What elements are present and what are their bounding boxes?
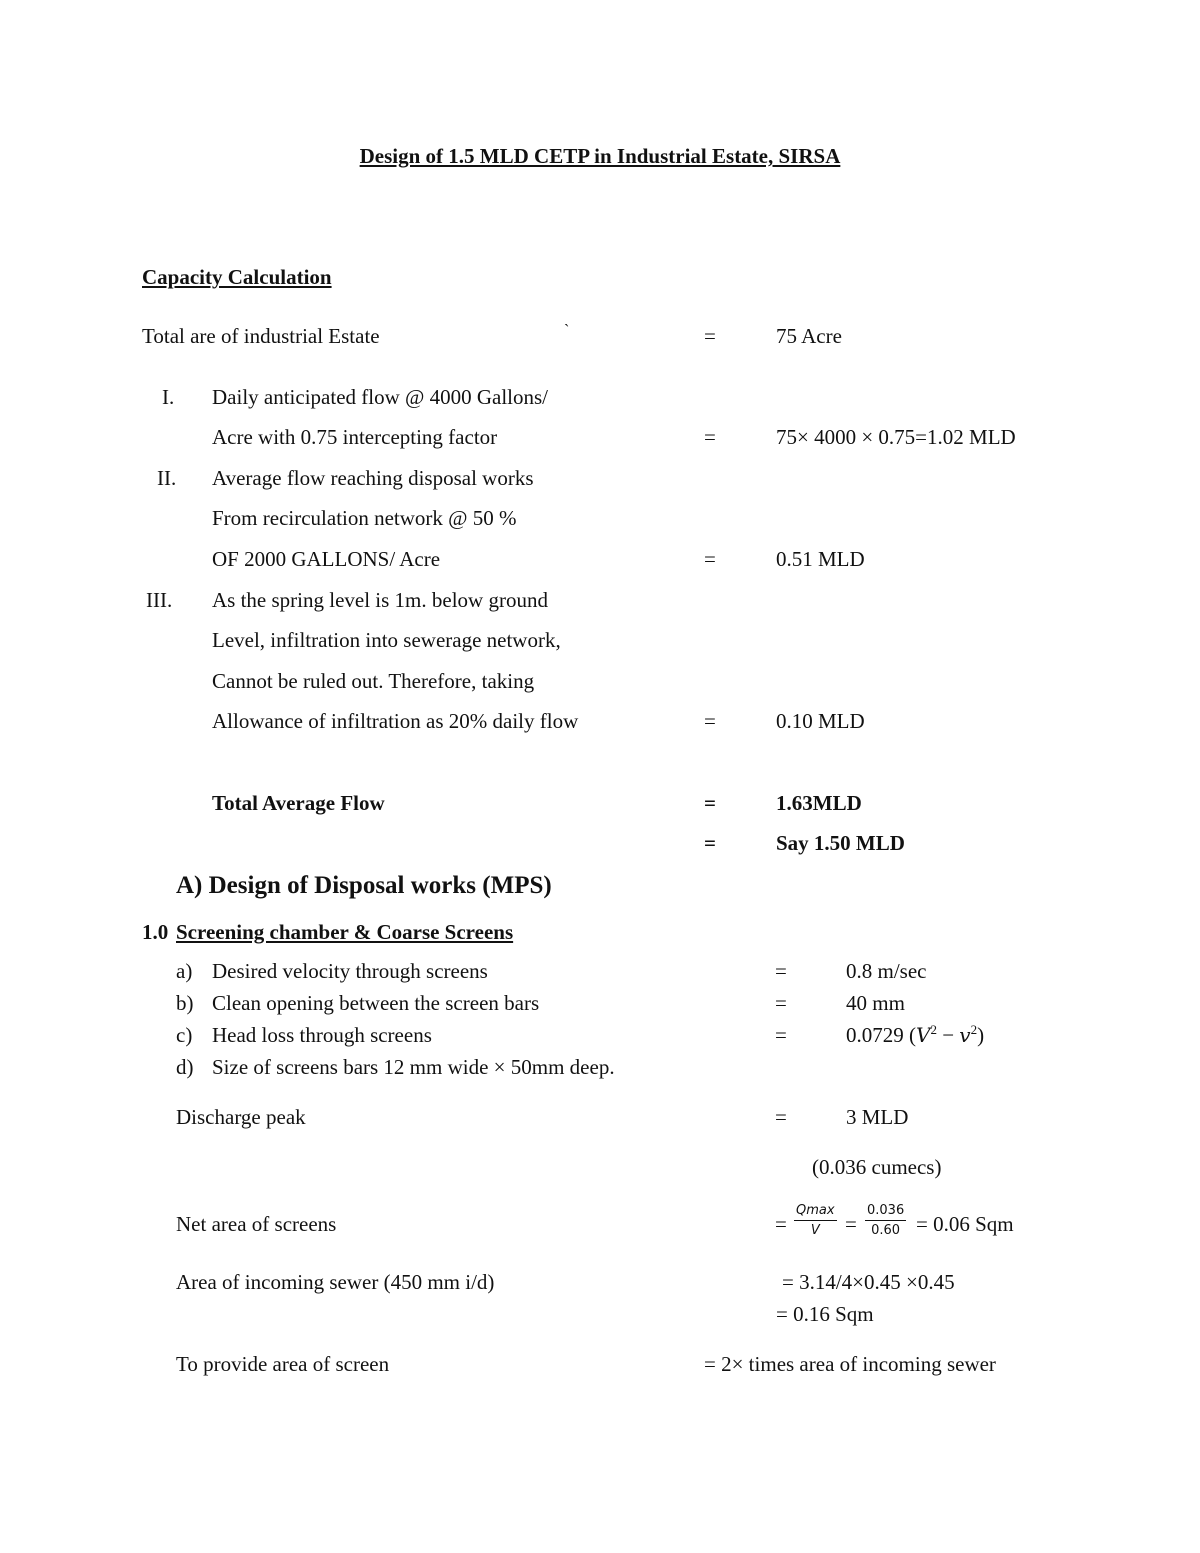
stray-mark: ` (564, 322, 570, 339)
item-letter: a) (176, 959, 193, 983)
equals-sign: = (704, 831, 716, 855)
equals-sign: = (775, 1023, 787, 1047)
item-text: Clean opening between the screen bars (212, 991, 540, 1015)
subsection-heading: Screening chamber & Coarse Screens (176, 920, 514, 944)
item-numeral: I. (162, 385, 175, 409)
discharge-label: Discharge peak (176, 1105, 306, 1129)
item-line: Cannot be ruled out. Therefore, taking (212, 669, 535, 693)
item-line: From recirculation network @ 50 % (212, 506, 517, 530)
net-area-result: = 0.06 Sqm (916, 1212, 1014, 1236)
item-numeral: III. (146, 588, 173, 612)
item-text: Size of screens bars 12 mm wide × 50mm deep. (212, 1055, 615, 1079)
provide-area-label: To provide area of screen (176, 1352, 390, 1376)
incoming-sewer-label: Area of incoming sewer (450 mm i/d) (176, 1270, 495, 1294)
item-line: Level, infiltration into sewerage network, (212, 628, 561, 652)
item-line: Acre with 0.75 intercepting factor (212, 425, 498, 449)
provide-area-value: = 2× times area of incoming sewer (704, 1352, 996, 1376)
total-area-label: Total are of industrial Estate (142, 324, 380, 348)
total-label: Total Average Flow (212, 791, 385, 815)
equals-sign: = (704, 324, 716, 348)
item-value: 75× 4000 × 0.75=1.02 MLD (776, 425, 1016, 449)
discharge-value: 3 MLD (846, 1105, 909, 1129)
page-title: Design of 1.5 MLD CETP in Industrial Estate, SIRSA (359, 144, 841, 168)
item-text: Head loss through screens (212, 1023, 432, 1047)
equals-sign: = (704, 709, 716, 733)
item-letter: b) (176, 991, 194, 1015)
total-area-value: 75 Acre (776, 324, 842, 348)
equals-sign: = (704, 425, 716, 449)
discharge-cumecs: (0.036 cumecs) (812, 1155, 942, 1179)
section-a-heading: A) Design of Disposal works (MPS) (176, 872, 552, 899)
item-letter: c) (176, 1023, 193, 1047)
head-loss-formula: 0.0729 $(V^2 - v^2)$ (846, 1022, 985, 1047)
equals-sign: = (704, 547, 716, 571)
net-area-fraction-symbolic: Qmax V (796, 1203, 835, 1238)
item-line: Average flow reaching disposal works (212, 466, 534, 490)
say-value: Say 1.50 MLD (776, 831, 905, 855)
equals-sign: = (775, 1105, 787, 1129)
item-value: 0.8 m/sec (846, 959, 927, 983)
item-line: OF 2000 GALLONS/ Acre (212, 547, 441, 571)
item-line: As the spring level is 1m. below ground (212, 588, 548, 612)
incoming-sewer-formula: = 3.14/4×0.45 ×0.45 (782, 1270, 955, 1294)
item-text: Desired velocity through screens (212, 959, 488, 983)
net-area-fraction-numeric: $\frac{0.036}{0.60}$ (867, 1203, 905, 1238)
item-line: Daily anticipated flow @ 4000 Gallons/ (212, 385, 549, 409)
equals-sign: = (775, 991, 787, 1015)
subsection-number: 1.0 (142, 920, 169, 944)
item-value: 0.10 MLD (776, 709, 865, 733)
equals-sign: = (845, 1212, 857, 1236)
item-letter: d) (176, 1055, 194, 1079)
capacity-heading: Capacity Calculation (142, 265, 332, 289)
item-line: Allowance of infiltration as 20% daily flow (212, 709, 579, 733)
net-area-label: Net area of screens (176, 1212, 337, 1236)
equals-sign: = (704, 791, 716, 815)
incoming-sewer-result: = 0.16 Sqm (776, 1302, 874, 1326)
equals-sign: = (775, 1212, 787, 1236)
item-value: 40 mm (846, 991, 905, 1015)
equals-sign: = (775, 959, 787, 983)
total-value: 1.63MLD (776, 791, 862, 815)
item-numeral: II. (157, 466, 177, 490)
item-value: 0.51 MLD (776, 547, 865, 571)
